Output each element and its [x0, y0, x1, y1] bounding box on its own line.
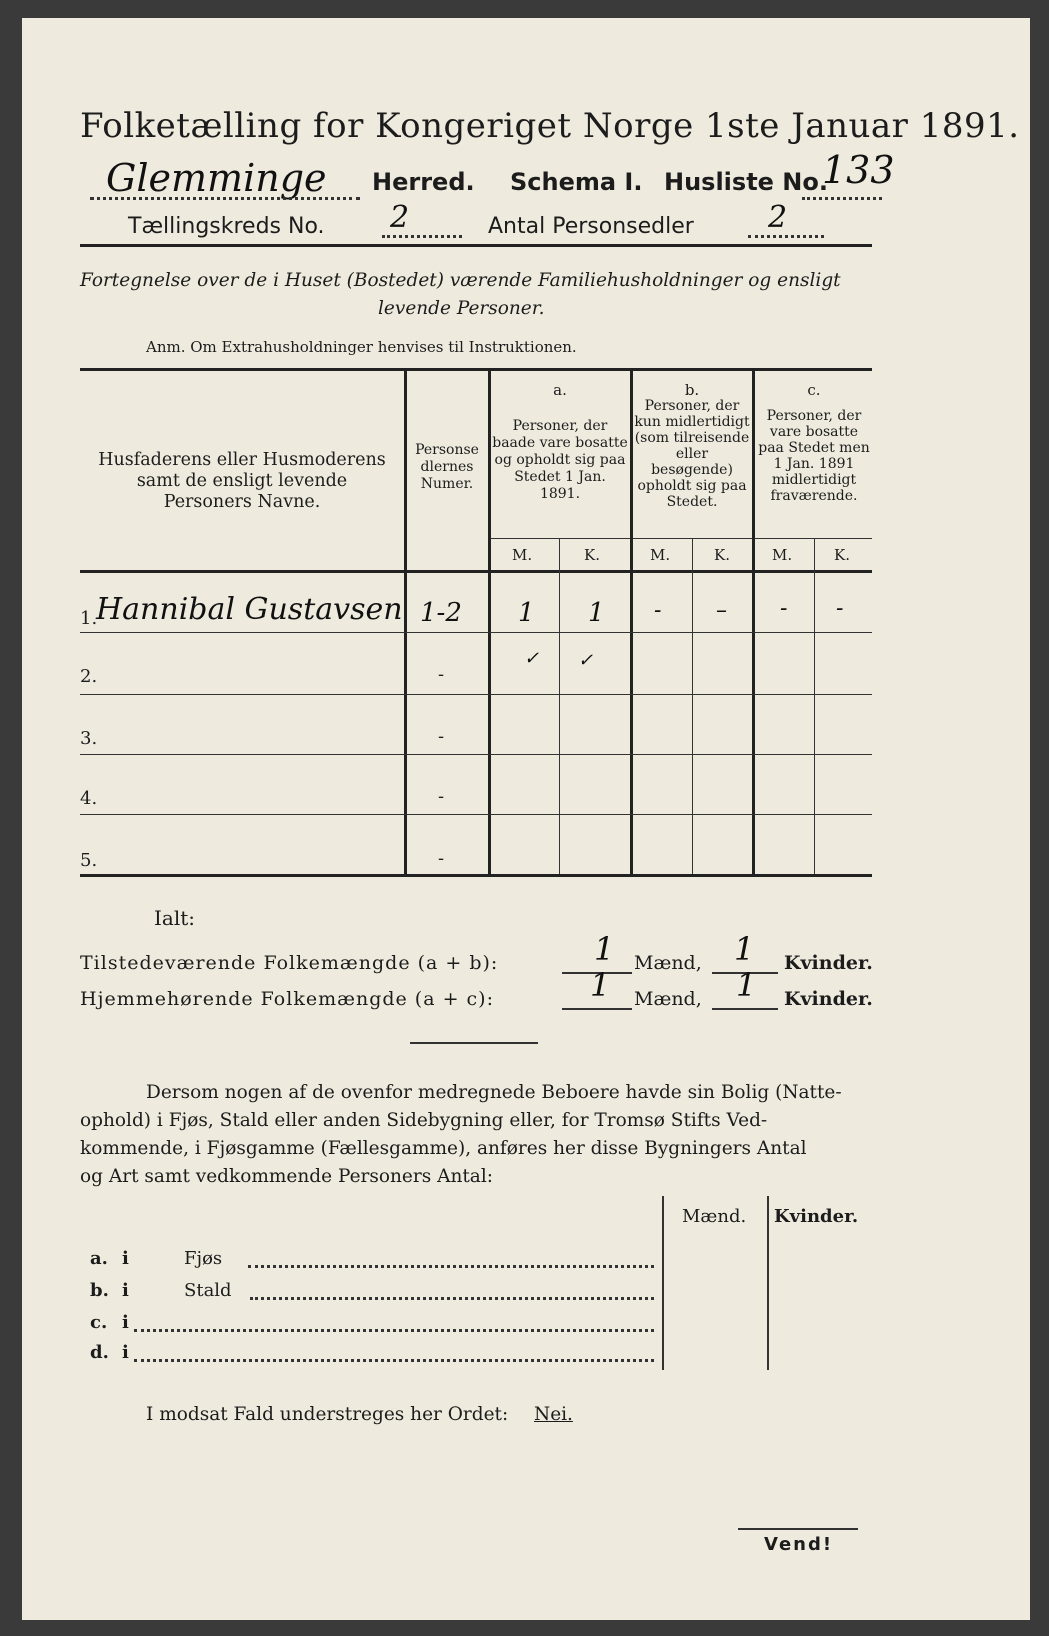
total-line2-kvinder: Kvinder. — [784, 988, 873, 1010]
total-line1-kvinder: Kvinder. — [784, 952, 873, 974]
col-divider-a — [630, 370, 633, 876]
husliste-number: 133 — [822, 148, 895, 192]
nei-sentence: I modsat Fald understreges her Ordet: — [146, 1404, 509, 1425]
row-number: 5. — [80, 850, 98, 871]
row-ak: 1 — [588, 598, 605, 628]
header-b-letter: b. — [684, 381, 700, 399]
schema-label: Schema I. — [510, 168, 643, 196]
para-line3: kommende, i Fjøsgamme (Fællesgamme), anføres her disse Bygningers Antal — [80, 1138, 807, 1159]
bldg-i: i — [122, 1312, 129, 1333]
para-line1: Dersom nogen af de ovenfor medregnede Beboere havde sin Bolig (Natte- — [146, 1082, 842, 1103]
buildings-divider-2 — [767, 1196, 769, 1370]
row-name: Hannibal Gustavsen — [96, 592, 403, 627]
bldg-dots — [134, 1358, 654, 1362]
bldg-letter: d. — [90, 1342, 109, 1363]
header-c-k: K. — [834, 546, 850, 564]
header-c-m: M. — [772, 546, 793, 564]
bldg-i: i — [122, 1280, 129, 1301]
kreds-label: Tællingskreds No. — [128, 214, 325, 239]
total-line2-label: Hjemmehørende Folkemængde (a + c): — [80, 988, 494, 1010]
bldg-letter: b. — [90, 1280, 109, 1301]
bldg-i: i — [122, 1248, 129, 1269]
antal-number: 2 — [768, 200, 788, 235]
header-c-letter: c. — [807, 381, 821, 399]
header-b-m: M. — [650, 546, 671, 564]
row-ak: ✓ — [578, 650, 594, 671]
row-num: - — [438, 848, 445, 869]
row-divider — [80, 694, 872, 695]
row-divider — [80, 632, 872, 633]
bldg-dots — [134, 1328, 654, 1332]
husliste-label: Husliste No. — [664, 168, 828, 196]
row-bk: – — [716, 598, 727, 623]
row-number: 1. — [80, 608, 98, 629]
ialt-label: Ialt: — [154, 906, 195, 930]
bldg-name: Stald — [184, 1280, 232, 1301]
total-line2-m-line — [562, 1008, 632, 1010]
vend-rule — [738, 1528, 858, 1530]
row-divider — [80, 754, 872, 755]
bldg-i: i — [122, 1342, 129, 1363]
header-c-text: Personer, der vare bosatte paa Stedet men 1 Jan. 1891 midlertidigt fraværende. — [758, 408, 870, 504]
vend-label: Vend! — [764, 1534, 834, 1555]
intro-line1: Fortegnelse over de i Huset (Bostedet) værende Familiehusholdninger og ensligt — [80, 270, 841, 291]
para-line2: ophold) i Fjøs, Stald eller anden Sidebygning eller, for Tromsø Stifts Ved- — [80, 1110, 768, 1131]
para-line4: og Art samt vedkommende Personers Antal: — [80, 1166, 493, 1187]
total-line2-k: 1 — [736, 966, 757, 1004]
header-a-k: K. — [584, 546, 600, 564]
form-title: Folketælling for Kongeriget Norge 1ste Januar 1891. — [80, 106, 1020, 146]
header-b-text: Personer, der kun midlertidigt (som tilreisende eller besøgende) opholdt sig paa Stedet. — [634, 398, 750, 510]
total-line1-k: 1 — [734, 930, 755, 968]
row-num: - — [438, 726, 445, 747]
total-line2-k-line — [712, 1008, 778, 1010]
total-line2-m: 1 — [590, 966, 611, 1004]
total-line1-label: Tilstedeværende Folkemængde (a + b): — [80, 952, 499, 974]
kreds-dots — [382, 234, 462, 238]
total-line2-maend: Mænd, — [634, 988, 702, 1010]
buildings-col-k: Kvinder. — [774, 1206, 859, 1227]
buildings-divider-1 — [662, 1196, 664, 1370]
row-number: 2. — [80, 666, 98, 687]
buildings-col-m: Mænd. — [682, 1206, 747, 1227]
intro-line2: levende Personer. — [378, 298, 545, 319]
total-line1-m: 1 — [594, 930, 615, 968]
total-line1-maend: Mænd, — [634, 952, 702, 974]
col-divider-names — [404, 370, 407, 876]
table-bottom-rule — [80, 874, 872, 877]
husliste-dots — [802, 196, 882, 200]
herred-dots — [90, 196, 360, 200]
row-am: ✓ — [524, 648, 540, 669]
census-form — [22, 18, 1030, 1620]
col-divider-cm — [814, 538, 815, 876]
section-divider — [410, 1042, 538, 1044]
col-divider-am — [559, 538, 560, 876]
row-cm: - — [780, 596, 788, 621]
bldg-name: Fjøs — [184, 1248, 223, 1269]
header-a-letter: a. — [553, 381, 567, 399]
row-ck: - — [836, 596, 844, 621]
bldg-letter: c. — [90, 1312, 108, 1333]
anm-note: Anm. Om Extrahusholdninger henvises til Instruktionen. — [146, 338, 577, 356]
bldg-dots — [248, 1264, 654, 1268]
nei-word: Nei. — [534, 1404, 573, 1425]
row-divider — [80, 814, 872, 815]
header-num: Personsedlernes Numer. — [415, 442, 479, 492]
row-num: - — [438, 664, 445, 685]
header-b-k: K. — [714, 546, 730, 564]
col-divider-b — [752, 370, 755, 876]
header-names: Husfaderens eller Husmoderens samt de ensligt levende Personers Navne. — [98, 450, 386, 512]
col-divider-bm — [692, 538, 693, 876]
row-number: 4. — [80, 788, 98, 809]
herred-name: Glemminge — [106, 156, 327, 200]
antal-label: Antal Personsedler — [488, 214, 694, 239]
header-a-text: Personer, der baade vare bosatte og opholdt sig paa Stedet 1 Jan. 1891. — [492, 418, 628, 502]
row-number: 3. — [80, 728, 98, 749]
herred-label: Herred. — [372, 168, 475, 196]
col-divider-num — [488, 370, 491, 876]
row-am: 1 — [518, 598, 535, 628]
row-num: 1-2 — [420, 598, 462, 628]
row-num: - — [438, 786, 445, 807]
row-bm: - — [654, 598, 662, 623]
bldg-letter: a. — [90, 1248, 108, 1269]
antal-dots — [748, 234, 824, 238]
header-rule — [80, 244, 872, 247]
kreds-number: 2 — [390, 200, 410, 235]
bldg-dots — [250, 1296, 654, 1300]
header-a-m: M. — [512, 546, 533, 564]
